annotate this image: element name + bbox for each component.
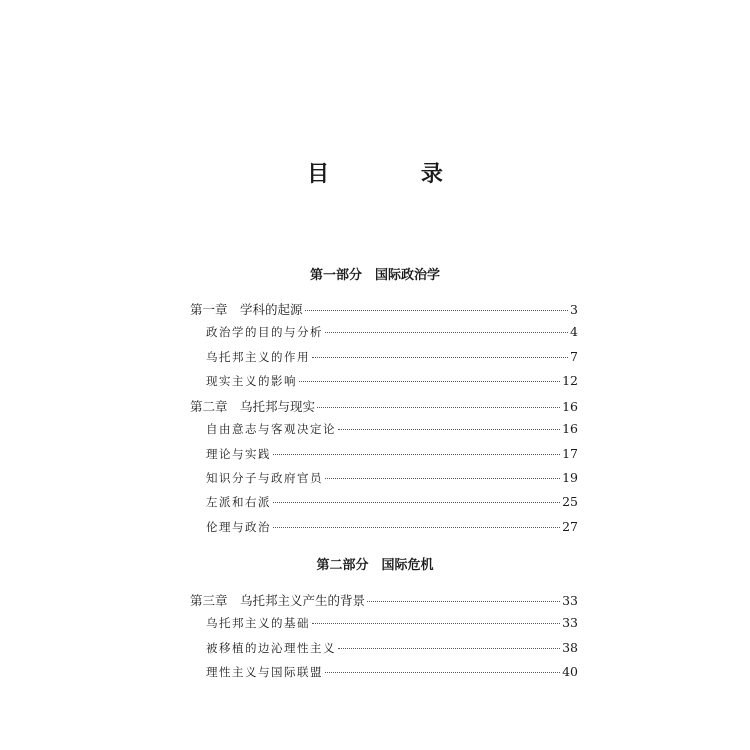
toc-entry-page: 38 <box>562 639 578 655</box>
toc-entry-label: 乌托邦主义的作用 <box>206 349 310 364</box>
toc-entry-page: 25 <box>562 494 578 510</box>
toc-entry-page: 3 <box>570 302 578 317</box>
dot-leader <box>312 622 560 624</box>
toc-entry-page: 33 <box>562 593 578 608</box>
toc-entry-page: 33 <box>562 615 578 631</box>
toc-entry-label: 第二章 乌托邦与现实 <box>190 399 316 415</box>
toc-entry-section[interactable] <box>190 421 578 445</box>
toc-entry-section[interactable] <box>190 349 578 373</box>
toc-part-1 <box>190 300 578 543</box>
dot-leader <box>273 453 560 455</box>
dot-leader <box>273 526 560 528</box>
toc-entry-page: 27 <box>562 518 578 534</box>
toc-entry-section[interactable] <box>190 519 578 543</box>
toc-entry-chapter[interactable] <box>190 300 578 324</box>
toc-entry-section[interactable] <box>190 470 578 494</box>
toc-entry-page: 17 <box>562 445 578 461</box>
toc-entry-section[interactable] <box>190 664 578 688</box>
dot-leader <box>273 501 560 503</box>
dot-leader <box>367 600 560 602</box>
dot-leader <box>338 647 560 649</box>
toc-entry-page: 12 <box>562 372 578 388</box>
toc-entry-label: 第一章 学科的起源 <box>190 302 303 317</box>
toc-entry-label: 理论与实践 <box>206 446 271 461</box>
toc-entry-section[interactable] <box>190 640 578 664</box>
dot-leader <box>325 331 568 333</box>
page-title: 目 录 <box>307 162 485 187</box>
toc-entry-section[interactable] <box>190 494 578 518</box>
toc-entry-page: 4 <box>570 324 578 340</box>
toc-entry-section[interactable] <box>190 615 578 639</box>
dot-leader <box>299 380 560 382</box>
toc-entry-label: 知识分子与政府官员 <box>206 471 323 486</box>
toc-entry-label: 自由意志与客观决定论 <box>206 422 336 437</box>
dot-leader <box>325 477 560 479</box>
dot-leader <box>338 428 560 430</box>
toc-entry-label: 第三章 乌托邦主义产生的背景 <box>190 593 366 608</box>
dot-leader <box>317 406 560 408</box>
toc-entry-label: 现实主义的影响 <box>206 373 297 388</box>
toc-entry-label: 被移植的边沁理性主义 <box>206 640 336 655</box>
dot-leader <box>312 356 568 358</box>
part-heading-2: 第二部分 国际危机 <box>316 558 434 573</box>
part-heading-1: 第一部分 国际政治学 <box>309 268 440 283</box>
toc-entry-label: 理性主义与国际联盟 <box>206 664 323 679</box>
toc-entry-label: 乌托邦主义的基础 <box>206 616 310 631</box>
toc-entry-chapter[interactable] <box>190 591 578 615</box>
toc-entry-page: 7 <box>570 348 578 364</box>
toc-entry-section[interactable] <box>190 446 578 470</box>
dot-leader <box>305 309 568 311</box>
toc-entry-label: 伦理与政治 <box>206 519 271 534</box>
toc-entry-page: 19 <box>562 470 578 486</box>
toc-entry-section[interactable] <box>190 373 578 397</box>
toc-entry-page: 16 <box>562 421 578 437</box>
dot-leader <box>325 671 560 673</box>
toc-part-2 <box>190 591 578 688</box>
toc-entry-chapter[interactable] <box>190 397 578 421</box>
toc-entry-label: 左派和右派 <box>206 495 271 510</box>
toc-entry-label: 政治学的目的与分析 <box>206 325 323 340</box>
toc-entry-page: 16 <box>562 399 578 415</box>
toc-entry-page: 40 <box>562 663 578 679</box>
toc-entry-section[interactable] <box>190 324 578 348</box>
